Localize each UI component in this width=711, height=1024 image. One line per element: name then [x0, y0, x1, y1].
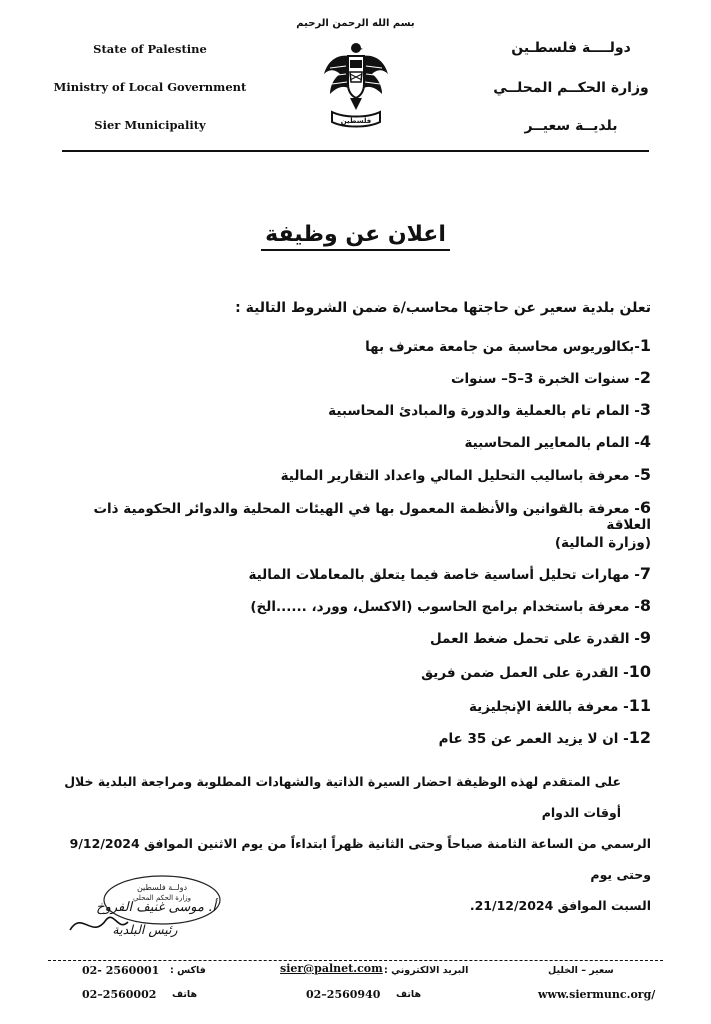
fax-value: 02- 2560001	[82, 964, 160, 977]
footer-location: سعير – الخليل	[548, 965, 614, 976]
requirement-text: - معرفة باستخدام برامج الحاسوب (الاكسل، وورد، ......الخ)	[250, 599, 640, 615]
requirement-number: 10	[628, 662, 651, 681]
requirement-number: 6	[639, 498, 651, 517]
requirement-item	[51, 400, 651, 419]
requirement-text: - معرفة باللغة الإنجليزية	[468, 699, 629, 715]
requirement-item	[51, 432, 651, 451]
signatory-name: أ. موسى غنيف الفروخ	[96, 900, 216, 915]
requirement-number: 4	[639, 432, 651, 451]
requirement-item	[51, 336, 651, 355]
requirement-item	[51, 728, 651, 747]
page-title: اعلان عن وظيفة	[0, 222, 711, 247]
requirement-number: 1	[639, 336, 651, 355]
header-ar-municipality: بلديــة سعيــر	[524, 118, 618, 134]
email-label: البريد الالكتروني :	[384, 965, 469, 976]
header-divider	[62, 150, 649, 152]
email-link[interactable]: sier@palnet.com	[280, 962, 383, 975]
requirement-item	[51, 465, 651, 484]
closing-line-3: السبت الموافق 21/12/2024.	[469, 898, 651, 913]
requirement-text: - معرفة بالقوانين والأنظمة المعمول بها في الهيئات المحلية والدوائر الحكومية ذات العلاقة	[93, 501, 651, 533]
footer-divider	[48, 960, 663, 961]
requirement-number: 9	[639, 628, 651, 647]
requirement-number: 2	[639, 368, 651, 387]
requirement-text: - القدرة على العمل ضمن فريق	[421, 665, 629, 681]
requirement-item	[51, 564, 651, 583]
requirement-text: - القدرة على تحمل ضغط العمل	[429, 631, 640, 647]
header-ar-state: دولــــة فلسطـين	[511, 40, 631, 56]
requirement-item	[51, 662, 651, 681]
header-ar-ministry: وزارة الحكــم المحلــي	[493, 80, 649, 96]
website-link[interactable]: www.siermunc.org/	[538, 988, 656, 1001]
phone1-value: 02–2560002	[82, 988, 157, 1001]
requirement-text: - مهارات تحليل أساسية خاصة فيما يتعلق بالمعاملات المالية	[248, 567, 640, 583]
requirement-text: - المام بالمعايير المحاسبية	[464, 435, 640, 451]
header-en-state: State of Palestine	[93, 42, 207, 56]
requirement-item	[51, 532, 651, 551]
intro-text: تعلن بلدية سعير عن حاجتها محاسب/ة ضمن الشروط التالية :	[235, 300, 651, 316]
closing-line-1: على المتقدم لهذه الوظيفة احضار السيرة الذاتية والشهادات المطلوبة ومراجعة البلدية خلال أوقات الدوام	[64, 774, 621, 820]
requirement-number: 3	[639, 400, 651, 419]
closing-line-2: الرسمي من الساعة الثامنة صباحاً وحتى الثانية ظهراً ابتداءاً من يوم الاثنين الموافق 9/12/2024 وحتى يوم	[69, 836, 651, 882]
header-en-municipality: Sier Municipality	[94, 118, 206, 132]
header-en-ministry: Ministry of Local Government	[53, 80, 247, 94]
requirement-text: - المام تام بالعملية والدورة والمبادئ المحاسبية	[328, 403, 640, 419]
fax-label: فاكس :	[170, 965, 206, 976]
emblem-banner-text: فلسطين	[340, 117, 372, 125]
requirement-number: 8	[639, 596, 651, 615]
requirement-number: 7	[639, 564, 651, 583]
requirement-number: 5	[639, 465, 651, 484]
phone2-value: 02–2560940	[306, 988, 381, 1001]
requirement-item	[51, 596, 651, 615]
requirement-item	[51, 628, 651, 647]
requirement-item	[51, 498, 651, 533]
requirement-item	[51, 368, 651, 387]
phone1-label: هاتف	[172, 989, 198, 1000]
signatory-title: رئيس البلدية	[112, 922, 178, 937]
bismillah: بسم الله الرحمن الرحيم	[296, 18, 415, 29]
phone2-label: هاتف	[396, 989, 422, 1000]
stamp-line-2: وزارة الحكم المحلي	[132, 894, 192, 902]
requirement-number: 11	[628, 696, 651, 715]
requirement-text: -بكالوريوس محاسبة من جامعة معترف بها	[365, 339, 640, 355]
requirement-text: - ان لا يزيد العمر عن 35 عام	[438, 731, 629, 747]
stamp-line-1: دولــة فلسطين	[136, 883, 188, 892]
requirement-number: 12	[628, 728, 651, 747]
requirement-text: - معرفة باساليب التحليل المالي واعداد التقارير المالية	[280, 468, 640, 484]
requirement-text: - سنوات الخبرة 3–5– سنوات	[450, 371, 640, 387]
requirement-item	[51, 696, 651, 715]
requirement-text: (وزارة المالية)	[554, 535, 651, 551]
palestine-eagle-emblem-icon	[320, 38, 392, 130]
